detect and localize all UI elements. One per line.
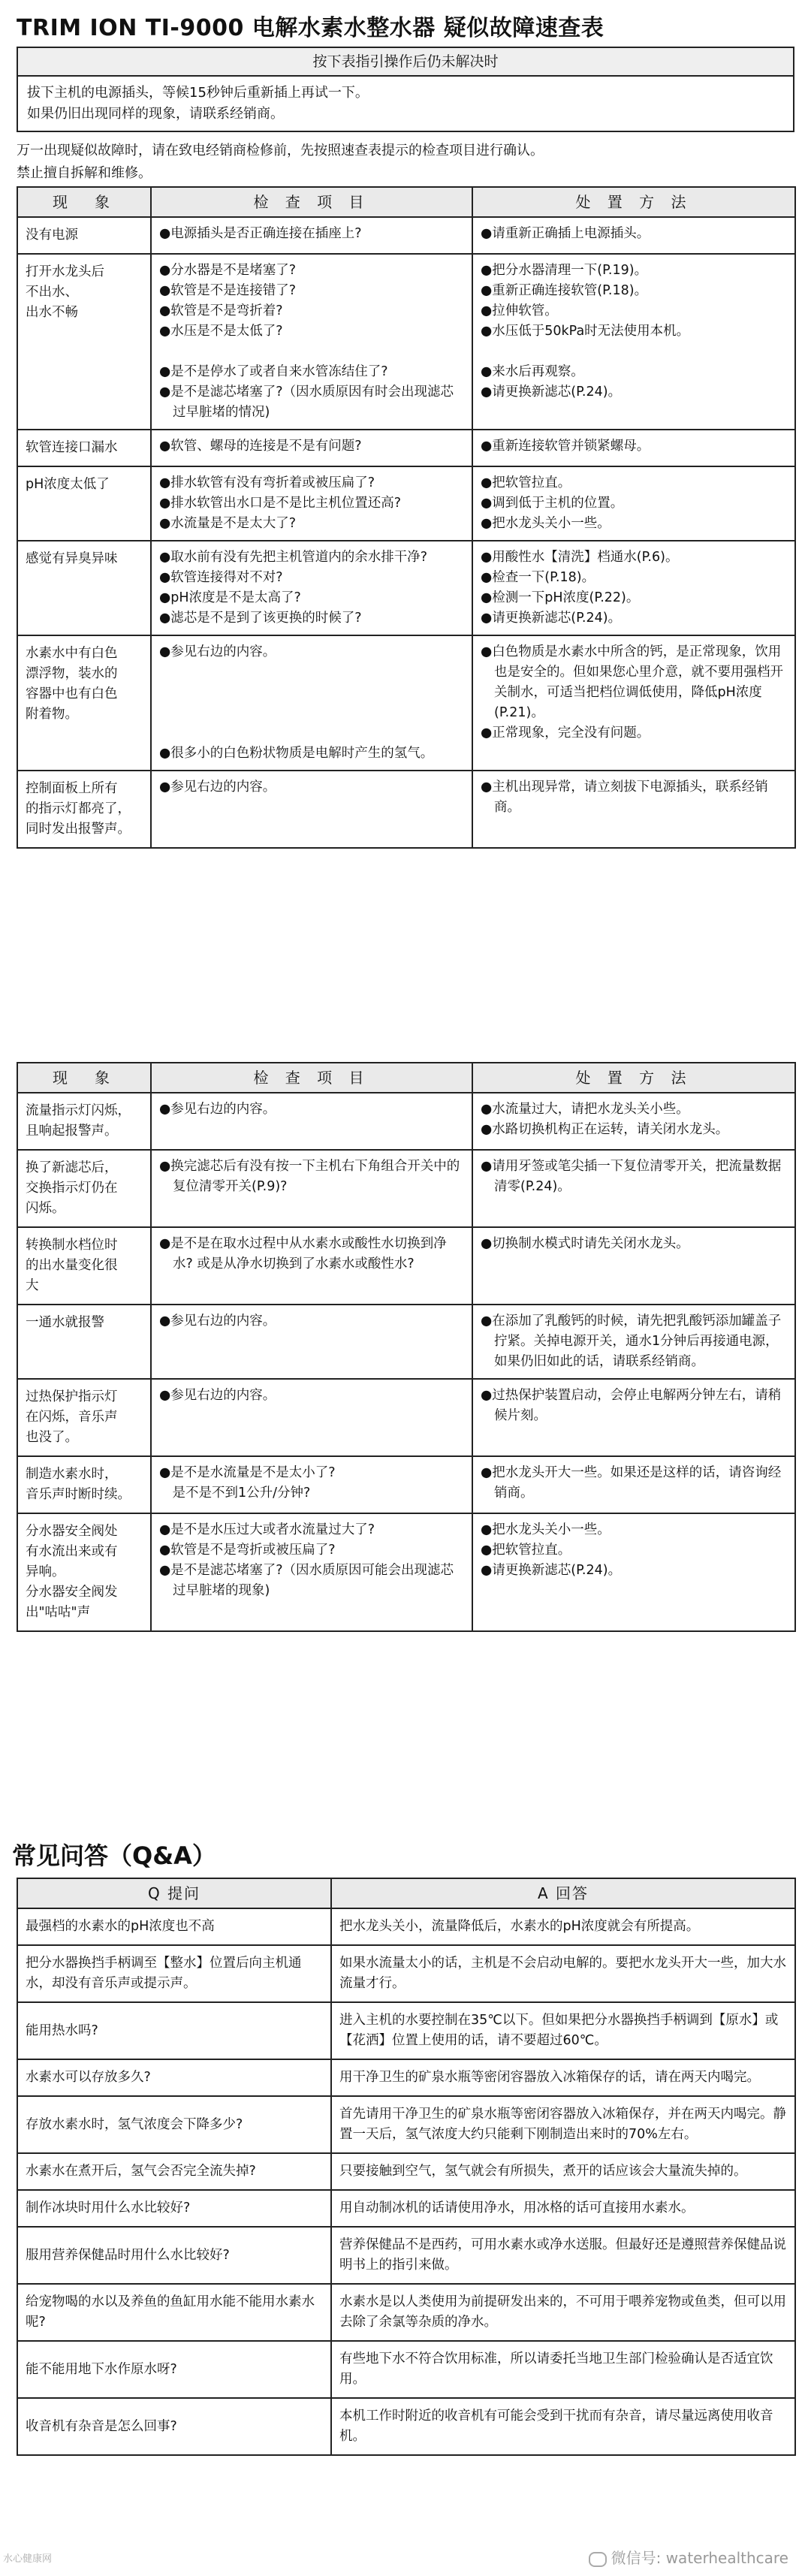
- cell-item: ●水路切换机构正在运转，请关闭水龙头。: [481, 1122, 729, 1137]
- solution-cell: [472, 1379, 795, 1456]
- check-cell: [151, 1379, 472, 1456]
- qa-row: [17, 2398, 795, 2455]
- solution-cell: [472, 430, 795, 466]
- symptom-cell: [17, 771, 151, 848]
- troubleshooting-table-2: [17, 1062, 796, 1632]
- symptom-text: 感觉有异臭异味: [26, 551, 118, 566]
- qa-table: [17, 1878, 796, 2456]
- watermark-right: [589, 2546, 788, 2568]
- question-cell: 能不能用地下水作原水呀?: [17, 2341, 331, 2398]
- symptom-text: 过热保护指示灯 在闪烁，音乐声 也没了。: [26, 1389, 118, 1445]
- symptom-text: pH浓度太低了: [26, 477, 110, 492]
- symptom-text: 控制面板上所有 的指示灯都亮了， 同时发出报警声。: [26, 781, 131, 837]
- intro-line: 禁止擅自拆解和维修。: [17, 165, 152, 181]
- cell-item: ●水压是不是太低了?: [159, 324, 283, 339]
- answer-cell: 用自动制冰机的话请使用净水，用冰格的话可直接用水素水。: [331, 2190, 795, 2227]
- symptom-text: 没有电源: [26, 228, 78, 243]
- table-row: [17, 1513, 795, 1631]
- notice-line: 拔下主机的电源插头，等候15秒钟后重新插上再试一下。: [27, 85, 369, 101]
- symptom-text: 水素水中有白色 漂浮物，装水的 容器中也有白色 附着物。: [26, 646, 118, 722]
- symptom-cell: [17, 254, 151, 430]
- symptom-text: 打开水龙头后 不出水、 出水不畅: [26, 264, 104, 320]
- table-row: [17, 430, 795, 466]
- notice-header: 按下表指引操作后仍未解决时: [18, 48, 793, 77]
- answer-cell: 营养保健品不是西药，可用水素水或净水送服。但最好还是遵照营养保健品说明书上的指引来做。: [331, 2227, 795, 2284]
- symptom-cell: [17, 1227, 151, 1305]
- symptom-text: 一通水就报警: [26, 1315, 104, 1330]
- col-header-symptom: 现 象: [17, 1063, 151, 1093]
- symptom-text: 流量指示灯闪烁， 且响起报警声。: [26, 1103, 131, 1139]
- cell-item: ●请更换新滤芯(P.24)。: [481, 1563, 622, 1578]
- cell-item: ●把软管拉直。: [481, 475, 571, 490]
- notice-text: [18, 77, 793, 131]
- cell-item: ●是不是水流量是不是太小了?: [159, 1465, 336, 1480]
- symptom-cell: [17, 1093, 151, 1150]
- cell-item: ●是不是在取水过程中从水素水或酸性水切换到净水? 或是从净水切换到了水素水或酸性水?: [159, 1236, 447, 1271]
- col-header-solution: 处 置 方 法: [472, 187, 795, 217]
- answer-cell: 本机工作时附近的收音机有可能会受到干扰而有杂音，请尽量远离使用收音机。: [331, 2398, 795, 2455]
- answer-cell: 如果水流量太小的话，主机是不会启动电解的。要把水龙头开大一些，加大水流量才行。: [331, 1945, 795, 2002]
- cell-item: ●把分水器清理一下(P.19)。: [481, 263, 648, 278]
- question-cell: 收音机有杂音是怎么回事?: [17, 2398, 331, 2455]
- cell-item: ●来水后再观察。: [481, 364, 584, 379]
- check-cell: [151, 635, 472, 771]
- cell-item: ●过热保护装置启动，会停止电解两分钟左右，请稍候片刻。: [481, 1388, 782, 1423]
- check-cell: [151, 1305, 472, 1379]
- check-cell: [151, 1456, 472, 1513]
- question-cell: 能用热水吗?: [17, 2002, 331, 2059]
- check-cell: [151, 1227, 472, 1305]
- solution-cell: [472, 771, 795, 848]
- qa-section-title: 常见问答（Q&A）: [12, 1842, 216, 1870]
- cell-item: ●很多小的白色粉状物质是电解时产生的氢气。: [159, 746, 434, 761]
- question-cell: 水素水可以存放多久?: [17, 2059, 331, 2096]
- table-row: [17, 1093, 795, 1150]
- cell-item: ●排水软管有没有弯折着或被压扁了?: [159, 475, 375, 490]
- intro-line: 万一出现疑似故障时，请在致电经销商检修前，先按照速查表提示的检查项目进行确认。: [17, 143, 544, 158]
- table-row: [17, 217, 795, 254]
- check-cell: [151, 1513, 472, 1631]
- symptom-text: 分水器安全阀处 有水流出来或有 异响。 分水器安全阀发 出"咕咕"声: [26, 1524, 118, 1620]
- question-cell: 给宠物喝的水以及养鱼的鱼缸用水能不能用水素水呢?: [17, 2284, 331, 2341]
- table-row: [17, 466, 795, 541]
- cell-item: ●参见右边的内容。: [159, 644, 276, 659]
- cell-item: ●水流量过大，请把水龙头关小些。: [481, 1102, 689, 1117]
- table-row: [17, 541, 795, 635]
- cell-item: ●pH浓度是不是太高了?: [159, 590, 301, 605]
- question-cell: 存放水素水时，氢气浓度会下降多少?: [17, 2096, 331, 2153]
- answer-cell: 有些地下水不符合饮用标准，所以请委托当地卫生部门检验确认是否适宜饮用。: [331, 2341, 795, 2398]
- qa-row: [17, 2284, 795, 2341]
- cell-item: ●白色物质是水素水中所含的钙，是正常现象，饮用也是安全的。但如果您心里介意，就不要用强档开关制水，可适当把档位调低使用，降低pH浓度(P.21)。: [481, 644, 783, 720]
- watermark-text: 微信号: waterhealthcare: [611, 2549, 788, 2567]
- symptom-text: 制造水素水时， 音乐声时断时续。: [26, 1467, 131, 1502]
- cell-item: ●电源插头是否正确连接在插座上?: [159, 226, 362, 241]
- solution-cell: [472, 1456, 795, 1513]
- check-cell: [151, 217, 472, 254]
- qa-row: [17, 2153, 795, 2190]
- cell-item: ●是不是停水了或者自来水管冻结住了?: [159, 364, 388, 379]
- qa-row: [17, 2341, 795, 2398]
- check-cell: [151, 1093, 472, 1150]
- col-header-symptom: 现 象: [17, 187, 151, 217]
- spacer: [159, 662, 464, 683]
- cell-item: ●检查一下(P.18)。: [481, 570, 595, 585]
- symptom-cell: [17, 466, 151, 541]
- cell-item: ●正常现象，完全没有问题。: [481, 725, 650, 741]
- symptom-cell: [17, 1513, 151, 1631]
- symptom-text: 软管连接口漏水: [26, 440, 118, 455]
- spacer: [159, 703, 464, 723]
- cell-item: ●在添加了乳酸钙的时候，请先把乳酸钙添加罐盖子拧紧。关掉电源开关，通水1分钟后再接通电源，如果仍旧如此的话，请联系经销商。: [481, 1314, 782, 1369]
- solution-cell: [472, 1093, 795, 1150]
- symptom-cell: [17, 1150, 151, 1227]
- check-cell: [151, 466, 472, 541]
- solution-cell: [472, 254, 795, 430]
- page-title: TRIM ION TI-9000 电解水素水整水器 疑似故障速查表: [17, 15, 604, 41]
- cell-item: ●请用牙签或笔尖插一下复位清零开关，把流量数据清零(P.24)。: [481, 1159, 782, 1194]
- question-cell: 水素水在煮开后，氢气会否完全流失掉?: [17, 2153, 331, 2190]
- cell-item: ●检测一下pH浓度(P.22)。: [481, 590, 640, 605]
- cell-item: ●是不是滤芯堵塞了?（因水质原因可能会出现滤芯过早脏堵的现象): [159, 1563, 454, 1598]
- cell-item: ●排水软管出水口是不是比主机位置还高?: [159, 496, 402, 511]
- cell-item: ●是不是水压过大或者水流量过大了?: [159, 1522, 375, 1537]
- intro-text: [17, 140, 797, 185]
- cell-item: ●请更换新滤芯(P.24)。: [481, 385, 622, 400]
- cell-item: ●参见右边的内容。: [159, 1388, 276, 1403]
- spacer: [159, 683, 464, 703]
- symptom-cell: [17, 1379, 151, 1456]
- cell-item: ●水流量是不是太大了?: [159, 516, 297, 531]
- solution-cell: [472, 217, 795, 254]
- symptom-cell: [17, 541, 151, 635]
- solution-cell: [472, 1150, 795, 1227]
- cell-item: ●重新连接软管并锁紧螺母。: [481, 439, 650, 454]
- solution-cell: [472, 466, 795, 541]
- check-cell: [151, 771, 472, 848]
- spacer: [159, 723, 464, 744]
- cell-item: 是不是不到1公升/分钟?: [159, 1486, 311, 1501]
- cell-item: ●用酸性水【清洗】档通水(P.6)。: [481, 550, 679, 565]
- table-row: [17, 1227, 795, 1305]
- cell-item: ●是不是滤芯堵塞了?（因水质原因有时会出现滤芯过早脏堵的情况): [159, 385, 454, 420]
- cell-item: ●调到低于主机的位置。: [481, 496, 624, 511]
- cell-item: ●水压低于50kPa时无法使用本机。: [481, 324, 690, 339]
- solution-cell: [472, 541, 795, 635]
- qa-row: [17, 1945, 795, 2002]
- qa-header-q: Q 提问: [17, 1878, 331, 1908]
- cell-item: ●重新正确连接软管(P.18)。: [481, 283, 648, 298]
- cell-item: ●请重新正确插上电源插头。: [481, 226, 650, 241]
- cell-item: ●软管连接得对不对?: [159, 570, 283, 585]
- table-row: [17, 1150, 795, 1227]
- question-cell: 制作冰块时用什么水比较好?: [17, 2190, 331, 2227]
- question-cell: 最强档的水素水的pH浓度也不高: [17, 1908, 331, 1945]
- cell-item: ●参见右边的内容。: [159, 1102, 276, 1117]
- cell-item: ●软管、螺母的连接是不是有问题?: [159, 439, 362, 454]
- table-row: [17, 254, 795, 430]
- qa-row: [17, 2227, 795, 2284]
- cell-item: ●把水龙头关小一些。: [481, 516, 611, 531]
- symptom-text: 换了新滤芯后， 交换指示灯仍在 闪烁。: [26, 1160, 118, 1216]
- qa-header-a: A 回答: [331, 1878, 795, 1908]
- qa-row: [17, 2002, 795, 2059]
- symptom-text: 转换制水档位时 的出水量变化很 大: [26, 1238, 118, 1293]
- table-row: [17, 635, 795, 771]
- cell-item: ●软管是不是连接错了?: [159, 283, 297, 298]
- cell-item: ●把水龙头开大一些。如果还是这样的话，请咨询经销商。: [481, 1465, 782, 1501]
- col-header-check: 检 查 项 目: [151, 1063, 472, 1093]
- qa-row: [17, 2096, 795, 2153]
- question-cell: 把分水器换挡手柄调至【整水】位置后向主机通水，却没有音乐声或提示声。: [17, 1945, 331, 2002]
- table-row: [17, 1305, 795, 1379]
- check-cell: [151, 541, 472, 635]
- check-cell: [151, 430, 472, 466]
- solution-cell: [472, 1513, 795, 1631]
- cell-item: ●分水器是不是堵塞了?: [159, 263, 297, 278]
- notice-box: [17, 47, 794, 132]
- spacer: [481, 342, 787, 362]
- cell-item: ●软管是不是弯折或被压扁了?: [159, 1543, 336, 1558]
- cell-item: ●把水龙头关小一些。: [481, 1522, 611, 1537]
- cell-item: ●主机出现异常，请立刻拔下电源插头，联系经销商。: [481, 780, 768, 815]
- col-header-check: 检 查 项 目: [151, 187, 472, 217]
- table-row: [17, 1456, 795, 1513]
- troubleshooting-table-1: [17, 186, 796, 849]
- watermark-left: 水心健康网: [3, 2553, 53, 2565]
- solution-cell: [472, 1227, 795, 1305]
- col-header-solution: 处 置 方 法: [472, 1063, 795, 1093]
- check-cell: [151, 1150, 472, 1227]
- cell-item: ●取水前有没有先把主机管道内的余水排干净?: [159, 550, 428, 565]
- symptom-cell: [17, 1305, 151, 1379]
- spacer: [159, 342, 464, 362]
- cell-item: ●参见右边的内容。: [159, 1314, 276, 1329]
- answer-cell: 把水龙头关小，流量降低后，水素水的pH浓度就会有所提高。: [331, 1908, 795, 1945]
- cell-item: ●参见右边的内容。: [159, 780, 276, 795]
- symptom-cell: [17, 430, 151, 466]
- cell-item: ●把软管拉直。: [481, 1543, 571, 1558]
- table-row: [17, 1379, 795, 1456]
- answer-cell: 水素水是以人类使用为前提研发出来的，不可用于喂养宠物或鱼类，但可以用去除了余氯等杂质的净水。: [331, 2284, 795, 2341]
- table-row: [17, 771, 795, 848]
- question-cell: 服用营养保健品时用什么水比较好?: [17, 2227, 331, 2284]
- symptom-cell: [17, 1456, 151, 1513]
- cell-item: ●软管是不是弯折着?: [159, 303, 283, 318]
- notice-line: 如果仍旧出现同样的现象，请联系经销商。: [27, 106, 284, 122]
- qa-row: [17, 2190, 795, 2227]
- cell-item: ●拉伸软管。: [481, 303, 558, 318]
- cell-item: ●请更换新滤芯(P.24)。: [481, 611, 622, 626]
- symptom-cell: [17, 217, 151, 254]
- cell-item: ●切换制水模式时请先关闭水龙头。: [481, 1236, 689, 1251]
- qa-row: [17, 1908, 795, 1945]
- answer-cell: 只要接触到空气，氢气就会有所损失，煮开的话应该会大量流失掉的。: [331, 2153, 795, 2190]
- answer-cell: 首先请用干净卫生的矿泉水瓶等密闭容器放入冰箱保存，并在两天内喝完。静置一天后，氢气浓度大约只能剩下刚制造出来时的70%左右。: [331, 2096, 795, 2153]
- qa-row: [17, 2059, 795, 2096]
- answer-cell: 进入主机的水要控制在35℃以下。但如果把分水器换挡手柄调到【原水】或【花洒】位置上使用的话，请不要超过60℃。: [331, 2002, 795, 2059]
- wechat-icon: [589, 2552, 607, 2567]
- cell-item: ●换完滤芯后有没有按一下主机右下角组合开关中的复位清零开关(P.9)?: [159, 1159, 460, 1194]
- solution-cell: [472, 1305, 795, 1379]
- check-cell: [151, 254, 472, 430]
- cell-item: ●滤芯是不是到了该更换的时候了?: [159, 611, 362, 626]
- solution-cell: [472, 635, 795, 771]
- symptom-cell: [17, 635, 151, 771]
- answer-cell: 用干净卫生的矿泉水瓶等密闭容器放入冰箱保存的话，请在两天内喝完。: [331, 2059, 795, 2096]
